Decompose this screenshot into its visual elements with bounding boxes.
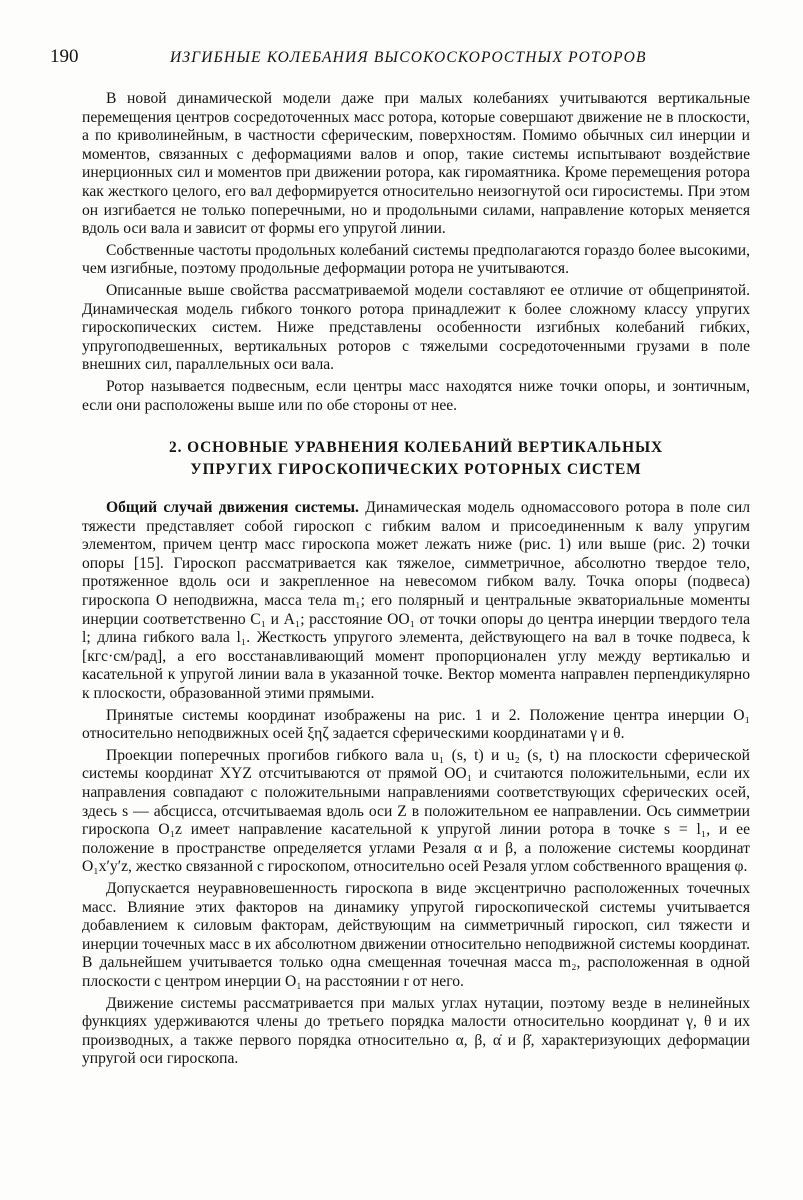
paragraph-intro-2: Собственные частоты продольных колебаний системы предполагаются гораздо более высокими, чем изгибные, поэтому продольные деформации ротора не учитываются.	[82, 241, 750, 278]
paragraph-intro-1: В новой динамической модели даже при малых колебаниях учитываются вертикальные перемещения центров сосредоточенных масс ротора, которые совершают движение не в плоскости, а по криволинейным, в частности сферическим, поверхностям. Помимо обычных сил инерции и моментов, связанных с деформациями валов и опор, такие системы испытывают воздействие инерционных сил и моментов при движении ротора, как гиромаятника. Кроме перемещения ротора как жесткого целого, его вал деформируется относительно неизогнутой оси гиросистемы. При этом он изгибается не только поперечными, но и продольными силами, направление которых меняется вдоль оси вала и зависит от формы его упругой линии.	[82, 90, 750, 238]
section-heading-line-2: УПРУГИХ ГИРОСКОПИЧЕСКИХ РОТОРНЫХ СИСТЕМ	[190, 461, 642, 479]
running-title: ИЗГИБНЫЕ КОЛЕБАНИЯ ВЫСОКОСКОРОСТНЫХ РОТОРОВ	[170, 49, 647, 66]
page-number: 190	[50, 46, 79, 67]
paragraph-coordinates: Принятые системы координат изображены на рис. 1 и 2. Положение центра инерции O₁ относительно неподвижных осей ξηζ задается сферическими координатами γ и θ.	[82, 706, 750, 743]
paragraph-small-angles: Движение системы рассматривается при малых углах нутации, поэтому везде в нелинейных функциях удерживаются члены до третьего порядка малости относительно координат γ, θ и их производных, а также первого порядка относительно α, β, α̇ и β̇, характеризующих деформации упругой оси гироскопа.	[82, 994, 750, 1068]
running-head	[50, 46, 760, 72]
section-heading	[82, 437, 750, 481]
paragraph-intro-3: Описанные выше свойства рассматриваемой модели составляют ее отличие от общепринятой. Динамическая модель гибкого тонкого ротора принадлежит к более сложному классу упругих гироскопических систем. Ниже представлены особенности изгибных колебаний гибких, упругоподвешенных, вертикальных роторов с тяжелыми сосредоточенными грузами в поле внешних сил, параллельных оси вала.	[82, 281, 750, 374]
paragraph-general-case-text: Динамическая модель одномассового ротора в поле сил тяжести представляет собой гироскоп с гибким валом и присоединенным к валу упругим элементом, причем центр масс гироскопа может лежать ниже (рис. 1) или выше (рис. 2) точки опоры [15]. Гироскоп рассматривается как тяжелое, симметричное, абсолютно твердое тело, протяженное вдоль оси и закрепленное на невесомом гибком валу. Точка опоры (подвеса) гироскопа O неподвижна, масса тела m₁; его полярный и центральные экваториальные моменты инерции соответственно C₁ и A₁; расстояние OO₁ от точки опоры до центра инерции твердого тела l; длина гибкого вала l₁. Жесткость упругого элемента, действующего на вал в точке подвеса, k [кгс·см/рад], а его восстанавливающий момент пропорционален углу между вертикалью и касательной к упругой линии вала в указанной точке. Вектор момента направлен перпендикулярно к плоскости, образованной этими прямыми.	[82, 499, 750, 703]
section-heading-line-1: 2. ОСНОВНЫЕ УРАВНЕНИЯ КОЛЕБАНИЙ ВЕРТИКАЛЬНЫХ	[169, 439, 663, 457]
run-in-heading: Общий случай движения системы.	[106, 499, 359, 517]
paragraph-intro-4: Ротор называется подвесным, если центры масс находятся ниже точки опоры, и зонтичным, если они расположены выше или по обе стороны от нее.	[82, 377, 750, 414]
paragraph-general-case	[82, 499, 750, 704]
paragraph-unbalance: Допускается неуравновешенность гироскопа в виде эксцентрично расположенных точечных масс. Влияние этих факторов на динамику упругой гироскопической системы учитывается добавлением к силовым факторам, действующим на симметричный гироскоп, сил тяжести и инерции точечных масс в их абсолютном движении относительно неподвижной системы координат. В дальнейшем учитывается только одна смещенная точечная масса m₂, расположенная в одной плоскости с центром инерции O₁ на расстоянии r от него.	[82, 879, 750, 990]
page-body	[82, 90, 750, 1072]
paragraph-deflections: Проекции поперечных прогибов гибкого вала u₁ (s, t) и u₂ (s, t) на плоскости сферической системы координат XYZ отсчитываются от прямой OO₁ и считаются положительными, если их направления совпадают с положительными направлениями соответствующих сферических осей, здесь s — абсцисса, отсчитываемая вдоль оси Z в положительном ее направлении. Ось симметрии гироскопа O₁z имеет направление касательной к упругой линии ротора в точке s = l₁, и ее положение в пространстве определяется углами Резаля α и β, а положение системы координат O₁x′y′z, жестко связанной с гироскопом, относительно осей Резаля углом собственного вращения φ.	[82, 746, 750, 876]
